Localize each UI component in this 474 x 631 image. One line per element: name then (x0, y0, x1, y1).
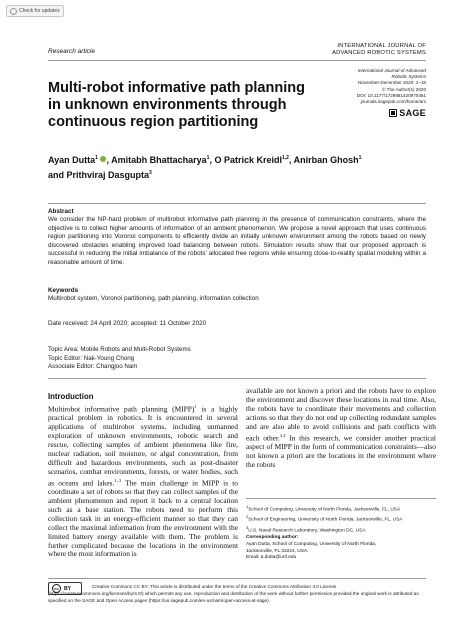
introduction-heading: Introduction (48, 392, 94, 401)
introduction-right-column (246, 387, 436, 470)
corresponding-line: Jacksonville, FL 32224, USA. (246, 548, 309, 554)
publisher-name: SAGE (399, 108, 426, 118)
affiliation-text: School of Computing, University of North Florida, Jacksonville, FL, USA (248, 507, 401, 513)
sage-logo-icon (389, 109, 397, 117)
journal-name (332, 43, 426, 56)
corresponding-author (246, 535, 436, 562)
meta-issue: November-December 2020: 1–18 (357, 80, 426, 86)
abstract-text: We consider the NP-hard problem of multirobot informative path planning in the presence of communication constraints, where the objective is to collect higher amounts of information of an ambient phenomenon. We propose a novel approach that uses continuous region partitioning into Voronoi components to efficiently divide an initially unknown environment among the robots based on newly discovered obstacles enabling improved load balancing between robots. Simulation results show that our proposed approach is successful in reducing the initial imbalance of the robots' allocated free regions while ensuring close-to-reality spatial modeling within a reasonable amount of time. (48, 216, 426, 266)
journal-name-line-2: ADVANCED ROBOTIC SYSTEMS (332, 49, 426, 56)
abstract-top-rule (48, 203, 426, 204)
affiliation-mark: 1 (246, 504, 249, 509)
meta-url[interactable]: journals.sagepub.com/home/arx (360, 99, 426, 105)
meta-journal-2: Robotic Systems (391, 74, 426, 80)
affiliation-mark: 2 (246, 514, 249, 520)
affiliation-text: School of Engineering, University of North Florida, Jacksonville, FL, USA (248, 517, 403, 523)
affiliation-rule (246, 498, 436, 499)
affiliation-mark: 3 (246, 524, 249, 530)
author-name: Ayan Dutta (48, 155, 96, 165)
by-icon: BY (64, 585, 71, 592)
license-text: Creative Commons CC BY: This article is distributed under the terms of the Creative Commons Attribution 4.0 License (https://creativecommons.org/licenses/by/4.0/) which permits any use, reproduction and distribution of the work without further permission provided the original work is attributed as specified on the SAGE and Open Access pages (https://us.sagepub.com/en-us/nam/open-access-at-sage). (48, 584, 419, 603)
author-name: , Amitabh Bhattacharya (106, 155, 207, 165)
check-for-updates-badge[interactable] (6, 5, 64, 17)
affiliation-item (246, 514, 436, 524)
author-affiliation-mark: 3 (149, 169, 152, 176)
intro-text: In this research, we consider another practical aspect of MIPP in the form of communication constraints—also not known a priori are the locations in the environment where the robots (246, 433, 436, 469)
author-name: , Anirban Ghosh (288, 155, 359, 165)
journal-name-line-1: INTERNATIONAL JOURNAL OF (337, 43, 426, 49)
topic-area: Topic Area: Mobile Robots and Multi-Robot Systems (48, 346, 191, 353)
intro-text: is a highly practical problem in robotics. It is encountered in several applications of multirobot systems, including unmanned exploration of unknown environments, robotic search and rescue, collecting samples of ambient phenomena like fire, nuclear radiation, soil moisture, or algal concentration, from difficult and hazardous environments, such as post-disaster scenarios, combat environments, forests, or water bodies, such as oceans and lakes. (48, 404, 238, 488)
corresponding-heading: Corresponding author: (246, 535, 299, 540)
body-top-rule (48, 378, 426, 379)
author-affiliation-mark: 1 (95, 155, 98, 161)
citation[interactable]: 1–3 (114, 477, 122, 483)
affiliations (246, 504, 436, 535)
affiliation-item (246, 525, 436, 535)
citation[interactable]: 1 (194, 404, 197, 409)
citation[interactable]: 3,4 (279, 432, 286, 438)
topic-info (48, 346, 191, 372)
paper-title: Multi-robot informative path planning in unknown environments through continuous region partitioning (48, 80, 305, 130)
publication-meta (336, 68, 426, 105)
dates-line: Date received: 24 April 2020; accepted: 11 October 2020 (48, 320, 207, 327)
meta-doi[interactable]: DOI: 10.1177/1729881420970461 (356, 92, 426, 98)
corresponding-line: Ayan Dutta, School of Computing, University of North Florida, (246, 541, 377, 547)
intro-text: available are not known a priori and the robots have to explore the environment and discover these locations in real time. Also, the robots have to coordinate their movements and collection actions so that they do not end up collecting redundant samples and are also able to avoid collisions and path conflicts with each other. (246, 386, 436, 442)
abstract-heading: Abstract (48, 208, 74, 215)
author-affiliation-mark: 1,2 (281, 155, 289, 161)
corresponding-email[interactable]: Email: a.dutta@unf.edu (246, 555, 297, 561)
author-affiliation-mark: 1 (206, 155, 210, 161)
keywords-text: Multirobot system, Voronoi partitioning, path planning, information collection (48, 295, 259, 302)
article-type-label: Research article (48, 48, 95, 55)
topic-editor: Topic Editor: Nak-Young Chong (48, 354, 135, 362)
author-list (48, 152, 378, 181)
check-for-updates-label: Check for updates (19, 8, 60, 14)
cc-icon: cc (52, 584, 61, 593)
intro-text: The main challenge in MIPP is to coordinate a set of robots so that they can collect samples of the ambient phenomenon and report it back to a central location such as a base station. The robots need to perform this collection task in an energy-efficient manner so that they can collect the maximal information from the environment with the limited battery energy available with them. The problem is further complicated because the locations in the environment where the most information is (48, 478, 238, 559)
author-name: , O Patrick Kreidl (209, 155, 282, 165)
affiliation-item (246, 504, 436, 514)
author-name: and Prithviraj Dasgupta (48, 169, 150, 180)
intro-text: Multirobot informative path planning (MIPP) (48, 404, 195, 414)
publisher-logo (389, 108, 426, 118)
author-affiliation-mark: 1 (358, 155, 362, 161)
meta-journal: International Journal of Advanced (357, 68, 426, 73)
header-rule (48, 60, 426, 61)
keywords-heading: Keywords (48, 287, 79, 294)
affiliation-text: U.S. Naval Research Laboratory, Washington DC, USA (248, 528, 366, 534)
refresh-icon (10, 8, 17, 15)
introduction-left-column (48, 403, 238, 559)
associate-editor: Associate Editor: Changjoo Nam (48, 363, 138, 370)
meta-copyright: © The Author(s) 2020 (382, 86, 426, 92)
license-rule (48, 578, 426, 579)
